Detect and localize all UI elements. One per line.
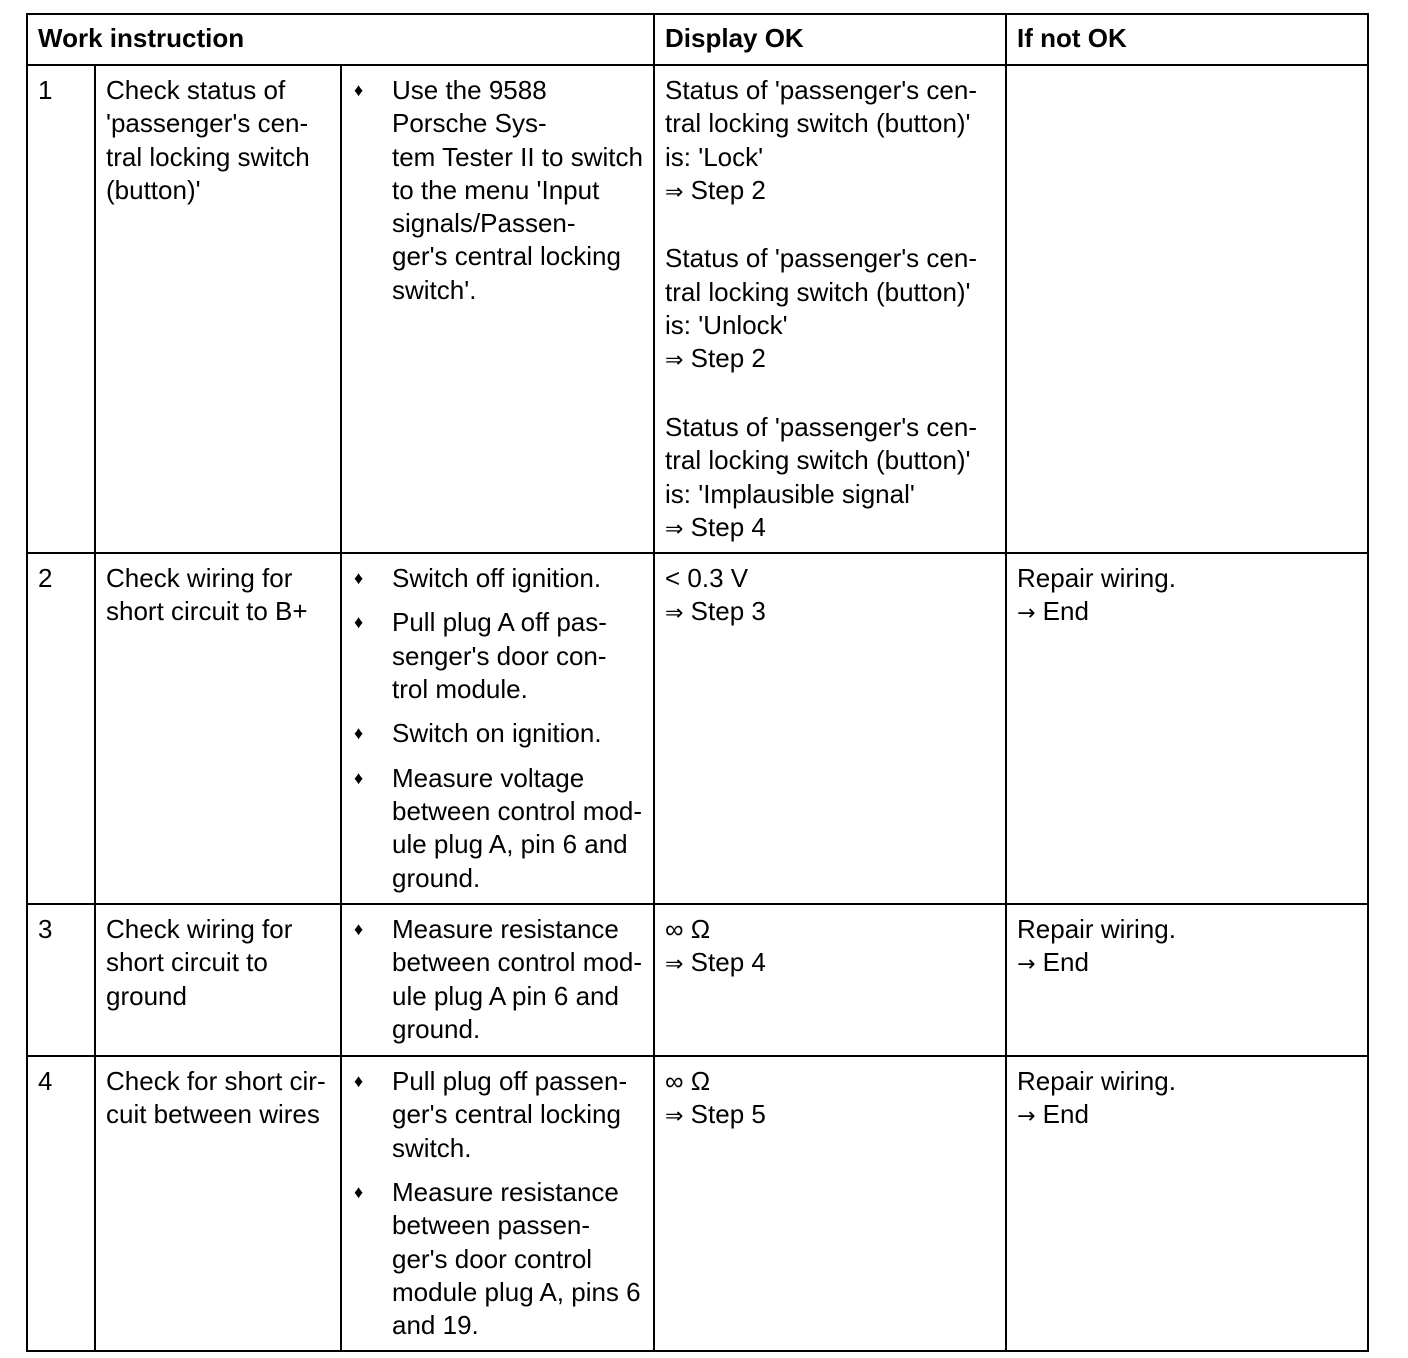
next-step: Step 2 xyxy=(690,343,766,374)
if-not-ok-cell xyxy=(1006,65,1368,553)
diamond-bullet-icon: ♦ xyxy=(354,612,364,633)
end-label: End xyxy=(1042,947,1089,978)
right-arrow-icon: → xyxy=(1017,952,1036,978)
double-arrow-icon: ⇒ xyxy=(665,601,684,627)
check-description: Check wiring for short circuit to ground xyxy=(95,904,341,1056)
next-step: Step 4 xyxy=(690,511,766,542)
display-ok-result: Status of 'passenger's cen- tral locking switch (button)' is: 'Implausible signal' ⇒ Step 4 xyxy=(665,411,977,542)
next-step: Step 4 xyxy=(690,947,766,978)
table-row xyxy=(27,904,1368,1056)
diamond-bullet-icon: ♦ xyxy=(354,919,364,940)
list-item: ♦ Pull plug A off pas- senger's door con- trol module. xyxy=(354,607,607,705)
next-step: Step 3 xyxy=(690,596,766,627)
step-number: 3 xyxy=(27,904,95,1056)
step-number: 1 xyxy=(27,65,95,553)
next-step: Step 2 xyxy=(690,174,766,205)
if-not-ok-cell: Repair wiring. → End xyxy=(1006,904,1368,1056)
right-arrow-icon: → xyxy=(1017,1104,1036,1130)
step-number: 2 xyxy=(27,553,95,904)
diamond-bullet-icon: ♦ xyxy=(354,1071,364,1092)
display-ok-result: Status of 'passenger's cen- tral locking switch (button)' is: 'Unlock' ⇒ Step 2 xyxy=(665,243,977,374)
right-arrow-icon: → xyxy=(1017,601,1036,627)
list-item: ♦ Measure resistance between control mod- ule plug A pin 6 and ground. xyxy=(354,914,643,1045)
procedure-cell xyxy=(341,553,654,904)
if-not-ok-cell: Repair wiring. → End xyxy=(1006,1056,1368,1351)
check-description: Check wiring for short circuit to B+ xyxy=(95,553,341,904)
step-number: 4 xyxy=(27,1056,95,1351)
end-label: End xyxy=(1042,596,1089,627)
header-display-ok: Display OK xyxy=(654,14,1006,65)
table-header-row xyxy=(27,14,1368,65)
list-item: ♦ Switch off ignition. xyxy=(352,562,643,595)
diamond-bullet-icon: ♦ xyxy=(354,80,364,100)
list-item: ♦ Measure voltage between control mod- ule plug A, pin 6 and ground. xyxy=(354,762,643,893)
double-arrow-icon: ⇒ xyxy=(665,179,684,205)
diamond-bullet-icon: ♦ xyxy=(354,723,364,744)
procedure-cell xyxy=(341,1056,654,1351)
procedure-cell xyxy=(341,904,654,1056)
double-arrow-icon: ⇒ xyxy=(665,516,684,542)
display-ok-cell: < 0.3 V ⇒ Step 3 xyxy=(654,553,1006,904)
list-item: ♦ Measure resistance between passen- ger's door control module plug A, pins 6 and 19. xyxy=(354,1177,641,1341)
list-item: ♦ Use the 9588 Porsche Sys- tem Tester II to switch to the menu 'Input signals/Passen- ger's central locking switch'. xyxy=(354,75,643,305)
list-item: ♦ Switch on ignition. xyxy=(352,717,643,750)
if-not-ok-cell: Repair wiring. → End xyxy=(1006,553,1368,904)
diamond-bullet-icon: ♦ xyxy=(354,568,364,589)
table-row xyxy=(27,1056,1368,1351)
procedure-cell xyxy=(341,65,654,553)
display-ok-cell: ∞ Ω ⇒ Step 4 xyxy=(654,904,1006,1056)
diamond-bullet-icon: ♦ xyxy=(354,1182,364,1203)
display-ok-cell xyxy=(654,65,1006,553)
list-item: ♦ Pull plug off passen- ger's central locking switch. xyxy=(354,1066,628,1163)
work-instruction-table xyxy=(26,13,1369,1352)
table-row xyxy=(27,553,1368,904)
check-description: Check status of 'passenger's cen- tral locking switch (button)' xyxy=(95,65,341,553)
diamond-bullet-icon: ♦ xyxy=(354,767,364,788)
end-label: End xyxy=(1042,1099,1089,1130)
table-row xyxy=(27,65,1368,553)
display-ok-cell: ∞ Ω ⇒ Step 5 xyxy=(654,1056,1006,1351)
double-arrow-icon: ⇒ xyxy=(665,348,684,374)
next-step: Step 5 xyxy=(690,1099,766,1130)
display-ok-result: Status of 'passenger's cen- tral locking switch (button)' is: 'Lock' ⇒ Step 2 xyxy=(665,75,977,205)
header-if-not-ok: If not OK xyxy=(1006,14,1368,65)
double-arrow-icon: ⇒ xyxy=(665,952,684,978)
double-arrow-icon: ⇒ xyxy=(665,1104,684,1130)
header-work-instruction: Work instruction xyxy=(27,14,654,65)
check-description: Check for short cir- cuit between wires xyxy=(95,1056,341,1351)
